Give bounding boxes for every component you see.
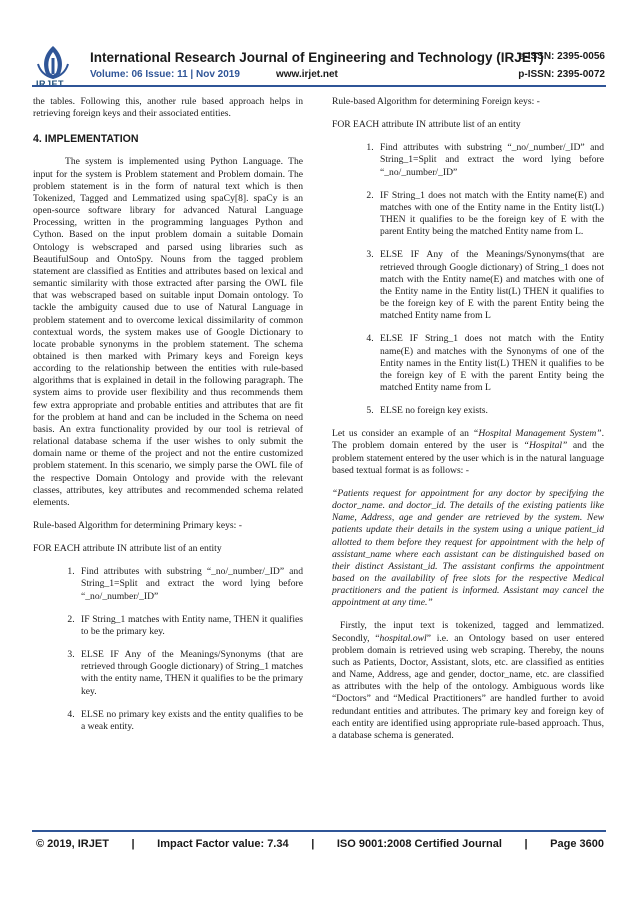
footer-divider [32, 830, 606, 832]
list-item: 3. ELSE IF Any of the Meanings/Synonyms(that are retrieved through Google dictionary) of String_1 does not match with the Entity name(E) and matches with one of the Entity name in the Entity list(L) THEN it qualifies to be the foreign key of E with the parent Entity being the matched Entity name from L [376, 249, 604, 322]
irjet-logo-icon [34, 44, 72, 84]
page-number: Page 3600 [550, 838, 604, 850]
footer [36, 838, 604, 850]
section-heading: 4. IMPLEMENTATION [33, 133, 139, 146]
separator: | [311, 838, 315, 850]
example-paragraph [332, 428, 604, 477]
text: and the problem statement entered by the user which is in the natural language based textual format is as follows: - [332, 440, 604, 476]
list-item: 2. IF String_1 does not match with the Entity name(E) and matches with one of the Entity name in the Entity list(L) THEN it qualifies to be the foreign key of E with the parent Entity being the matched Entity name from L. [376, 190, 604, 239]
impact-factor: Impact Factor value: 7.34 [157, 838, 289, 850]
volume-issue: Volume: 06 Issue: 11 | Nov 2019 [90, 69, 240, 80]
owl-filename: hospital.owl [379, 632, 427, 644]
algorithm-loop: FOR EACH attribute IN attribute list of an entity [332, 119, 521, 131]
foreign-key-steps [332, 142, 604, 417]
list-item: 5. ELSE no foreign key exists. [376, 405, 604, 417]
left-column [33, 96, 303, 744]
domain-name: “Hospital” [523, 440, 568, 452]
system-name: “Hospital Management System” [472, 428, 602, 440]
list-item: 3. ELSE IF Any of the Meanings/Synonyms (that are retrieved through Google dictionary) of String_1 matches with the entity name, THEN it qualifies to be the primary key. [77, 649, 303, 698]
paragraph [332, 620, 604, 742]
header-divider [32, 85, 606, 87]
text: Let us consider an example of an [332, 428, 473, 440]
right-column [332, 96, 604, 753]
list-item: 2. IF String_1 matches with Entity name, THEN it qualifies to be the primary key. [77, 614, 303, 638]
text: ” i.e. an Ontology based on user entered problem domain is retrieved using web scraping. Thereby, the nouns such as Patients, Doctor, Assistant, slots, etc. are classified as entities and Name, Address, age and gender, doctor_name, etc. are classified as attributes with the help of the ontology. Ambiguous words like “Doctors” and “Medical Practitioners” are handled further to avoid redundant entities and attributes. The primary key and foreign key of each entity are identified using appropriate rule-based approach. Thus, a database schema is generated. [332, 632, 605, 741]
iso-certification: ISO 9001:2008 Certified Journal [336, 838, 502, 850]
separator: | [131, 838, 135, 850]
eissn: e-ISSN: 2395-0056 [518, 51, 605, 62]
algorithm-title: Rule-based Algorithm for determining Primary keys: - [33, 520, 242, 531]
list-item: 4. ELSE IF String_1 does not match with the Entity name(E) and matches with the Synonyms of one of the Entity names in the Entity list(L) THEN it qualifies to be the foreign key of E with the parent Entity being the matched Entity name from L [376, 333, 604, 394]
text: Firstly, the input text is tokenized, tagged and lemmatized. Secondly, “ [332, 620, 604, 644]
text: . The problem domain entered by the user is [332, 428, 604, 452]
separator: | [524, 838, 528, 850]
primary-key-steps [33, 566, 303, 733]
algorithm-loop: FOR EACH attribute IN attribute list of an entity [33, 543, 222, 555]
algorithm-title: Rule-based Algorithm for determining Foreign keys: - [332, 96, 540, 107]
journal-website[interactable]: www.irjet.net [276, 69, 338, 80]
copyright: © 2019, IRJET [36, 838, 109, 850]
problem-statement-quote: “Patients request for appointment for any doctor by specifying the doctor_name. and doctor_id. The details of the existing patients like Name, Address, age and gender are retrieved by the system. New patients update their details in the system using a unique patient_id allotted to them before they request for appointment with the help of assistant_name where each assistant can be distinguished based on their distinct Assistant_id. The assistant confirms the appointment based on the availability of free slots for the respective Medical practitioners and the patient is informed. Assistant may cancel the appointment at any time.” [332, 487, 604, 609]
journal-title: International Research Journal of Engineering and Technology (IRJET) [90, 50, 544, 65]
logo-text: IRJET [36, 79, 65, 89]
paragraph: The system is implemented using Python Language. The input for the system is Problem statement and Problem domain. The problem statement is in the form of natural text which is then Tokenized, Tagged and Lemmatized using spaCy[8]. spaCy is an open-source software library for advanced Natural Language Processing, written in the programming languages Python and Cython. Based on the input problem domain a suitable Domain Ontology is webscraped and parsed using libraries such as BeautifulSoup and OntoSpy. Nouns from the tagged problem statement are classified as Entities and attributes based on lexical and semantic similarity with those extracted after parsing the OWL file that was webscraped based on suitable input Domain ontology. To tackle the ambiguity caused due to use of Natural Language in problem statement and to overcome lexical dissimilarity of common contextual words, the system makes use of Google Dictionary to locate probable synonyms in the problem statement. The schema obtained is then marked with Primary keys and Foreign keys according to the relationship between the entities with rule-based algorithms that is explained in detail in the following paragraph. The system aims to provide user flexibility and thus recommends them few extra appropriate and probable entities and attributes that are fit for the problem at hand and can be included in the Schema on need basis. An extra functionality provided by our tool is retrieval of relational database schema if the user wishes to only submit the domain name or theme of the project and not the entire customized problem statement. In this scenario, we simply parse the OWL file of the respective Domain Ontology and provide with the relevant classes, attributes, key attributes and recommended schema related elements. [33, 156, 303, 508]
list-item: 4. ELSE no primary key exists and the entity qualifies to be a weak entity. [77, 709, 303, 733]
paragraph: the tables. Following this, another rule based approach helps in retrieving foreign keys and their associated entities. [33, 96, 303, 120]
pissn: p-ISSN: 2395-0072 [518, 69, 605, 80]
list-item: 1. Find attributes with substring “_no/_number/_ID” and String_1=Split and extract the word lying before “_no/_number/_ID” [77, 566, 303, 602]
list-item: 1. Find attributes with substring “_no/_number/_ID” and String_1=Split and extract the word lying before “_no/_number/_ID” [376, 142, 604, 178]
